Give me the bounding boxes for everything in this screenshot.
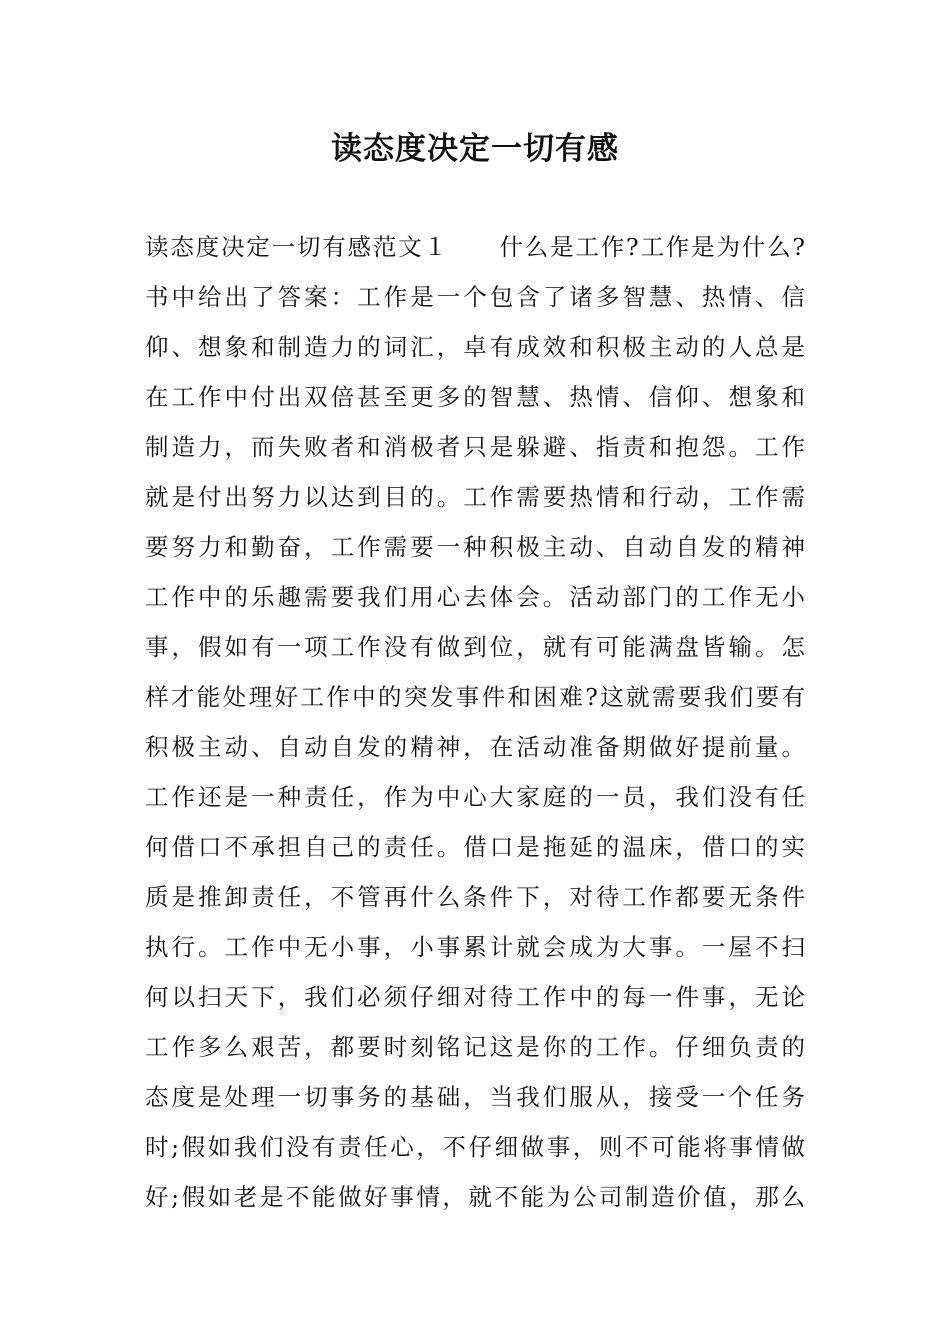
body-line: 工作多么艰苦，都要时刻铭记这是你的工作。仔细负责的 bbox=[145, 1033, 805, 1061]
body-line: 书中给出了答案：工作是一个包含了诸多智慧、热情、信 bbox=[145, 283, 805, 311]
body-line: 态度是处理一切事务的基础，当我们服从，接受一个任务 bbox=[145, 1083, 805, 1111]
body-line: 质是推卸责任，不管再什么条件下，对待工作都要无条件 bbox=[145, 883, 805, 911]
body-line: 样才能处理好工作中的突发事件和困难?这就需要我们要有 bbox=[145, 683, 805, 711]
body-line: 何借口不承担自己的责任。借口是拖延的温床，借口的实 bbox=[145, 833, 805, 861]
document-title: 读态度决定一切有感 bbox=[331, 131, 619, 167]
body-line: 积极主动、自动自发的精神，在活动准备期做好提前量。 bbox=[145, 733, 805, 761]
body-line: 在工作中付出双倍甚至更多的智慧、热情、信仰、想象和 bbox=[145, 383, 805, 411]
body-line: 执行。工作中无小事，小事累计就会成为大事。一屋不扫 bbox=[145, 933, 805, 961]
body-line: 工作还是一种责任，作为中心大家庭的一员，我们没有任 bbox=[145, 783, 805, 811]
body-line: 何以扫天下，我们必须仔细对待工作中的每一件事，无论 bbox=[145, 983, 805, 1011]
body-line: 读态度决定一切有感范文１ 什么是工作?工作是为什么? bbox=[145, 233, 805, 261]
document-body bbox=[145, 222, 805, 1222]
body-line: 制造力，而失败者和消极者只是躲避、指责和抱怨。工作 bbox=[145, 433, 805, 461]
body-line: 好;假如老是不能做好事情，就不能为公司制造价值，那么 bbox=[145, 1183, 805, 1211]
body-line: 事，假如有一项工作没有做到位，就有可能满盘皆输。怎 bbox=[145, 633, 805, 661]
body-line: 就是付出努力以达到目的。工作需要热情和行动，工作需 bbox=[145, 483, 805, 511]
body-line: 仰、想象和制造力的词汇，卓有成效和积极主动的人总是 bbox=[145, 333, 805, 361]
body-line: 要努力和勤奋，工作需要一种积极主动、自动自发的精神 bbox=[145, 533, 805, 561]
body-line: 工作中的乐趣需要我们用心去体会。活动部门的工作无小 bbox=[145, 583, 805, 611]
body-line: 时;假如我们没有责任心，不仔细做事，则不可能将事情做 bbox=[145, 1133, 805, 1161]
